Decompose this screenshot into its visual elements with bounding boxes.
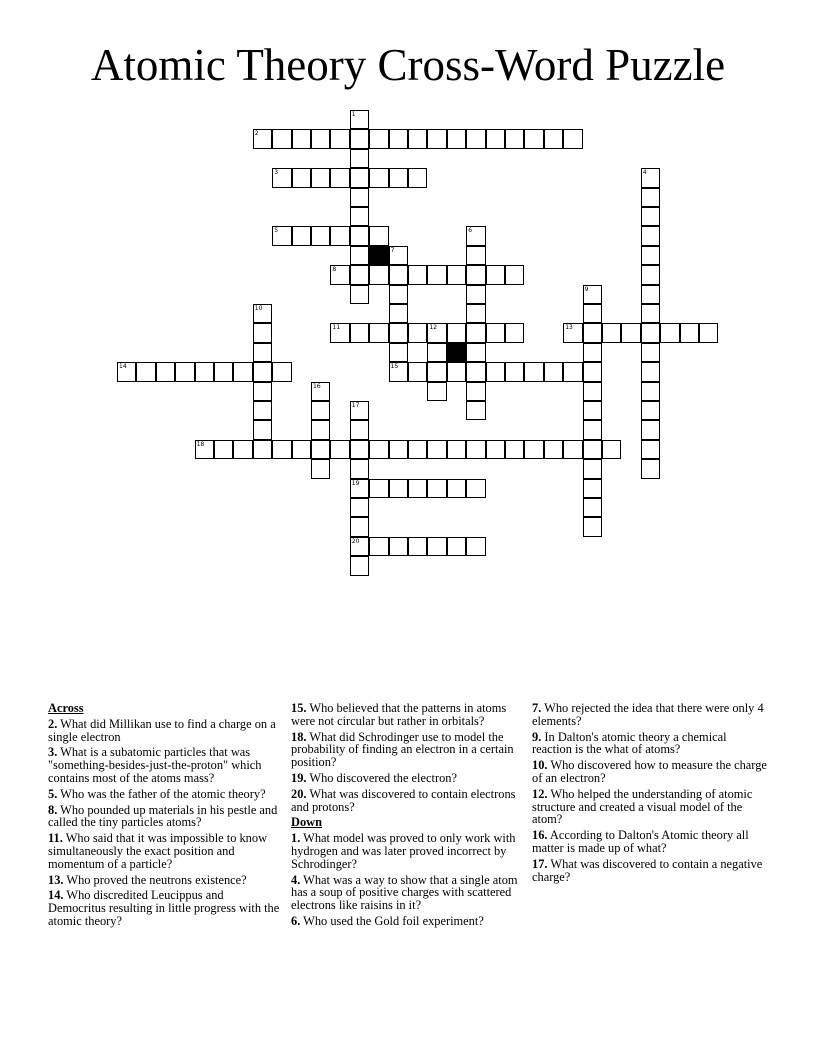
- clue-across-20: 20. What was discovered to contain electrons and protons?: [291, 786, 516, 814]
- grid-cell[interactable]: [330, 265, 349, 284]
- grid-cell[interactable]: [389, 362, 408, 381]
- clue-across-5: 5. Who was the father of the atomic theory?: [48, 786, 266, 801]
- grid-cell[interactable]: [408, 265, 427, 284]
- grid-cell[interactable]: [292, 129, 311, 148]
- grid-cell[interactable]: [292, 168, 311, 187]
- grid-cell[interactable]: [272, 168, 291, 187]
- grid-cell[interactable]: [253, 343, 272, 362]
- grid-cell[interactable]: [408, 168, 427, 187]
- grid-cell[interactable]: [583, 440, 602, 459]
- grid-cell[interactable]: [350, 459, 369, 478]
- grid-cell[interactable]: [466, 129, 485, 148]
- grid-cell[interactable]: [369, 226, 388, 245]
- grid-cell[interactable]: [389, 129, 408, 148]
- grid-cell[interactable]: [641, 440, 660, 459]
- grid-cell[interactable]: [563, 129, 582, 148]
- clue-across-15: 15. Who believed that the patterns in atoms were not circular but rather in orbitals?: [291, 701, 507, 728]
- grid-cell[interactable]: [699, 323, 718, 342]
- grid-cell[interactable]: [544, 440, 563, 459]
- grid-cell[interactable]: [369, 440, 388, 459]
- grid-cell[interactable]: [641, 323, 660, 342]
- grid-cell[interactable]: [641, 420, 660, 439]
- grid-cell[interactable]: [369, 479, 388, 498]
- clue-down-7: 7. Who rejected the idea that there were only 4 elements?: [532, 701, 764, 728]
- clue-number: 18: [196, 440, 205, 448]
- grid-cell[interactable]: [389, 304, 408, 323]
- grid-cell[interactable]: [408, 362, 427, 381]
- grid-cell[interactable]: [253, 129, 272, 148]
- clue-number: 6: [468, 227, 473, 235]
- grid-cell[interactable]: [272, 440, 291, 459]
- grid-cell[interactable]: [389, 168, 408, 187]
- grid-cell[interactable]: [350, 537, 369, 556]
- grid-cell[interactable]: [311, 420, 330, 439]
- grid-cell[interactable]: [253, 382, 272, 401]
- grid-cell[interactable]: [350, 246, 369, 265]
- grid-cell[interactable]: [583, 517, 602, 536]
- clue-down-16: 16. According to Dalton's Atomic theory all matter is made up of what?: [532, 828, 749, 855]
- grid-cell[interactable]: [466, 265, 485, 284]
- grid-cell[interactable]: [505, 265, 524, 284]
- grid-cell[interactable]: [233, 362, 252, 381]
- grid-cell[interactable]: [466, 362, 485, 381]
- clues-column-1: [48, 702, 284, 931]
- grid-cell[interactable]: [563, 440, 582, 459]
- grid-cell[interactable]: [544, 362, 563, 381]
- grid-cell[interactable]: [350, 265, 369, 284]
- grid-cell[interactable]: [583, 498, 602, 517]
- grid-cell[interactable]: [156, 362, 175, 381]
- grid-cell[interactable]: [389, 537, 408, 556]
- grid-cell[interactable]: [486, 323, 505, 342]
- grid-cell[interactable]: [486, 362, 505, 381]
- clues-column-2: [291, 702, 527, 931]
- grid-cell[interactable]: [253, 362, 272, 381]
- clue-number: 8: [332, 266, 337, 274]
- grid-cell[interactable]: [350, 226, 369, 245]
- grid-cell[interactable]: [369, 265, 388, 284]
- grid-cell[interactable]: [447, 362, 466, 381]
- grid-cell[interactable]: [350, 168, 369, 187]
- grid-cell[interactable]: [524, 129, 543, 148]
- grid-cell[interactable]: [583, 459, 602, 478]
- clue-number: 16: [313, 382, 321, 390]
- grid-cell[interactable]: [330, 323, 349, 342]
- grid-cell[interactable]: [621, 323, 640, 342]
- clue-across-3: 3. What is a subatomic particles that was "something-besides-just-the-proton" which contains most of the atoms mass?: [48, 745, 262, 785]
- grid-cell[interactable]: [214, 440, 233, 459]
- grid-cell[interactable]: [583, 479, 602, 498]
- grid-cell[interactable]: [350, 188, 369, 207]
- grid-cell[interactable]: [389, 285, 408, 304]
- grid-cell[interactable]: [641, 168, 660, 187]
- grid-cell[interactable]: [350, 129, 369, 148]
- grid-cell[interactable]: [427, 265, 446, 284]
- grid-cell[interactable]: [350, 420, 369, 439]
- grid-cell[interactable]: [466, 226, 485, 245]
- grid-cell[interactable]: [602, 440, 621, 459]
- clue-number: 3: [274, 169, 279, 177]
- grid-cell[interactable]: [544, 129, 563, 148]
- across-heading: Across: [48, 701, 84, 715]
- clue-number: 11: [332, 324, 341, 332]
- grid-cell[interactable]: [641, 362, 660, 381]
- clue-number: 7: [390, 246, 395, 254]
- grid-cell[interactable]: [253, 420, 272, 439]
- grid-cell[interactable]: [466, 537, 485, 556]
- grid-cell[interactable]: [272, 226, 291, 245]
- grid-cell[interactable]: [641, 382, 660, 401]
- grid-cell[interactable]: [214, 362, 233, 381]
- clue-across-2: 2. What did Millikan use to find a charge on a single electron: [48, 716, 276, 744]
- grid-cell[interactable]: [641, 246, 660, 265]
- grid-cell[interactable]: [311, 382, 330, 401]
- clue-number: 1: [351, 111, 356, 118]
- grid-cell[interactable]: [466, 479, 485, 498]
- grid-cell[interactable]: [253, 440, 272, 459]
- grid-cell[interactable]: [117, 362, 136, 381]
- black-square: [369, 246, 388, 265]
- grid-cell[interactable]: [253, 401, 272, 420]
- grid-cell[interactable]: [583, 304, 602, 323]
- grid-cell[interactable]: [505, 440, 524, 459]
- grid-cell[interactable]: [350, 556, 369, 575]
- grid-cell[interactable]: [427, 362, 446, 381]
- grid-cell[interactable]: [447, 323, 466, 342]
- grid-cell[interactable]: [311, 226, 330, 245]
- clue-down-1: 1. What model was proved to only work with hydrogen and was later proved incorrect by Schrodinger?: [291, 831, 516, 871]
- grid-cell[interactable]: [427, 537, 446, 556]
- grid-cell[interactable]: [660, 323, 679, 342]
- grid-cell[interactable]: [486, 440, 505, 459]
- grid-cell[interactable]: [369, 129, 388, 148]
- grid-cell[interactable]: [427, 129, 446, 148]
- grid-cell[interactable]: [350, 285, 369, 304]
- grid-cell[interactable]: [563, 362, 582, 381]
- grid-cell[interactable]: [350, 498, 369, 517]
- grid-cell[interactable]: [253, 304, 272, 323]
- grid-cell[interactable]: [389, 246, 408, 265]
- clue-down-4: 4. What was a way to show that a single atom has a soup of positive charges with scattered electrons like raisins in it?: [291, 872, 518, 913]
- grid-cell[interactable]: [350, 479, 369, 498]
- grid-cell[interactable]: [311, 459, 330, 478]
- grid-cell[interactable]: [641, 401, 660, 420]
- clue-across-8: 8. Who pounded up materials in his pestle and called the tiny particles atoms?: [48, 802, 278, 830]
- clue-across-13: 13. Who proved the neutrons existence?: [48, 872, 247, 887]
- grid-cell[interactable]: [583, 420, 602, 439]
- grid-cell[interactable]: [641, 285, 660, 304]
- grid-cell[interactable]: [583, 285, 602, 304]
- grid-cell[interactable]: [369, 168, 388, 187]
- grid-cell[interactable]: [175, 362, 194, 381]
- grid-cell[interactable]: [389, 343, 408, 362]
- grid-cell[interactable]: [583, 382, 602, 401]
- grid-cell[interactable]: [602, 323, 621, 342]
- grid-cell[interactable]: [330, 440, 349, 459]
- grid-cell[interactable]: [369, 323, 388, 342]
- grid-cell[interactable]: [253, 323, 272, 342]
- grid-cell[interactable]: [408, 537, 427, 556]
- grid-cell[interactable]: [408, 129, 427, 148]
- grid-cell[interactable]: [233, 440, 252, 459]
- grid-cell[interactable]: [505, 129, 524, 148]
- grid-cell[interactable]: [466, 304, 485, 323]
- clue-across-11: 11. Who said that it was impossible to know simultaneously the exact position and momentum of a particle?: [48, 831, 268, 871]
- grid-cell[interactable]: [350, 401, 369, 420]
- grid-cell[interactable]: [311, 401, 330, 420]
- grid-cell[interactable]: [641, 188, 660, 207]
- grid-cell[interactable]: [641, 265, 660, 284]
- grid-cell[interactable]: [195, 440, 214, 459]
- grid-cell[interactable]: [466, 401, 485, 420]
- grid-cell[interactable]: [350, 207, 369, 226]
- grid-cell[interactable]: [389, 265, 408, 284]
- grid-cell[interactable]: [583, 323, 602, 342]
- grid-cell[interactable]: [583, 401, 602, 420]
- grid-cell[interactable]: [272, 362, 291, 381]
- clue-number: 2: [254, 130, 259, 138]
- clue-number: 14: [119, 363, 127, 371]
- grid-cell[interactable]: [311, 168, 330, 187]
- grid-cell[interactable]: [350, 110, 369, 129]
- grid-cell[interactable]: [524, 440, 543, 459]
- grid-cell[interactable]: [641, 343, 660, 362]
- clue-number: 4: [642, 169, 647, 177]
- grid-cell[interactable]: [427, 440, 446, 459]
- clue-down-10: 10. Who discovered how to measure the charge of an electron?: [532, 758, 767, 785]
- grid-cell[interactable]: [447, 265, 466, 284]
- clue-across-18: 18. What did Schrodinger use to model the probability of finding an electron in a certain position?: [291, 729, 514, 770]
- grid-cell[interactable]: [311, 129, 330, 148]
- grid-cell[interactable]: [447, 479, 466, 498]
- grid-cell[interactable]: [524, 362, 543, 381]
- grid-cell[interactable]: [641, 304, 660, 323]
- grid-cell[interactable]: [292, 440, 311, 459]
- grid-cell[interactable]: [466, 246, 485, 265]
- grid-cell[interactable]: [466, 440, 485, 459]
- clue-across-19: 19. Who discovered the electron?: [291, 770, 457, 785]
- grid-cell[interactable]: [195, 362, 214, 381]
- clue-number: 12: [429, 324, 438, 332]
- down-heading: Down: [291, 815, 322, 830]
- grid-cell[interactable]: [350, 149, 369, 168]
- grid-cell[interactable]: [350, 517, 369, 536]
- grid-cell[interactable]: [408, 479, 427, 498]
- grid-cell[interactable]: [330, 129, 349, 148]
- grid-cell[interactable]: [583, 343, 602, 362]
- grid-cell[interactable]: [136, 362, 155, 381]
- grid-cell[interactable]: [505, 323, 524, 342]
- grid-cell[interactable]: [389, 479, 408, 498]
- grid-cell[interactable]: [389, 440, 408, 459]
- grid-cell[interactable]: [272, 129, 291, 148]
- clue-number: 9: [584, 285, 589, 293]
- grid-cell[interactable]: [447, 129, 466, 148]
- clue-down-17: 17. What was discovered to contain a negative charge?: [532, 856, 763, 884]
- grid-cell[interactable]: [330, 226, 349, 245]
- grid-cell[interactable]: [641, 226, 660, 245]
- clue-across-14: 14. Who discredited Leucippus and Democritus resulting in little progress with the atomic theory?: [48, 888, 280, 928]
- grid-cell[interactable]: [486, 265, 505, 284]
- grid-cell[interactable]: [680, 323, 699, 342]
- page-title: Atomic Theory Cross-Word Puzzle: [90, 40, 726, 90]
- black-square: [447, 343, 466, 362]
- grid-cell[interactable]: [447, 440, 466, 459]
- grid-cell[interactable]: [641, 207, 660, 226]
- grid-cell[interactable]: [427, 382, 446, 401]
- clue-number: 20: [351, 537, 360, 545]
- clue-down-6: 6. Who used the Gold foil experiment?: [291, 913, 484, 928]
- clue-down-9: 9. In Dalton's atomic theory a chemical reaction is the what of atoms?: [532, 729, 727, 757]
- grid-cell[interactable]: [563, 323, 582, 342]
- grid-cell[interactable]: [466, 343, 485, 362]
- grid-cell[interactable]: [408, 323, 427, 342]
- grid-cell[interactable]: [466, 285, 485, 304]
- grid-cell[interactable]: [447, 537, 466, 556]
- clue-down-12: 12. Who helped the understanding of atomic structure and created a visual model of the atom?: [532, 786, 753, 827]
- grid-cell[interactable]: [427, 323, 446, 342]
- grid-cell[interactable]: [350, 323, 369, 342]
- grid-cell[interactable]: [292, 226, 311, 245]
- clues-column-3: [532, 702, 768, 886]
- grid-cell[interactable]: [389, 323, 408, 342]
- grid-cell[interactable]: [350, 440, 369, 459]
- grid-cell[interactable]: [408, 440, 427, 459]
- grid-cell[interactable]: [369, 537, 388, 556]
- grid-cell[interactable]: [583, 362, 602, 381]
- grid-cell[interactable]: [330, 168, 349, 187]
- clue-number: 17: [351, 402, 360, 409]
- clue-number: 10: [254, 305, 263, 312]
- clue-number: 19: [351, 479, 360, 487]
- grid-cell[interactable]: [466, 323, 485, 342]
- grid-cell[interactable]: [505, 362, 524, 381]
- grid-cell[interactable]: [486, 129, 505, 148]
- clue-number: 13: [565, 324, 573, 332]
- grid-cell[interactable]: [466, 382, 485, 401]
- clue-number: 5: [274, 227, 279, 235]
- grid-cell[interactable]: [311, 440, 330, 459]
- grid-cell[interactable]: [427, 479, 446, 498]
- grid-cell[interactable]: [427, 343, 446, 362]
- grid-cell[interactable]: [641, 459, 660, 478]
- clue-number: 15: [390, 363, 399, 371]
